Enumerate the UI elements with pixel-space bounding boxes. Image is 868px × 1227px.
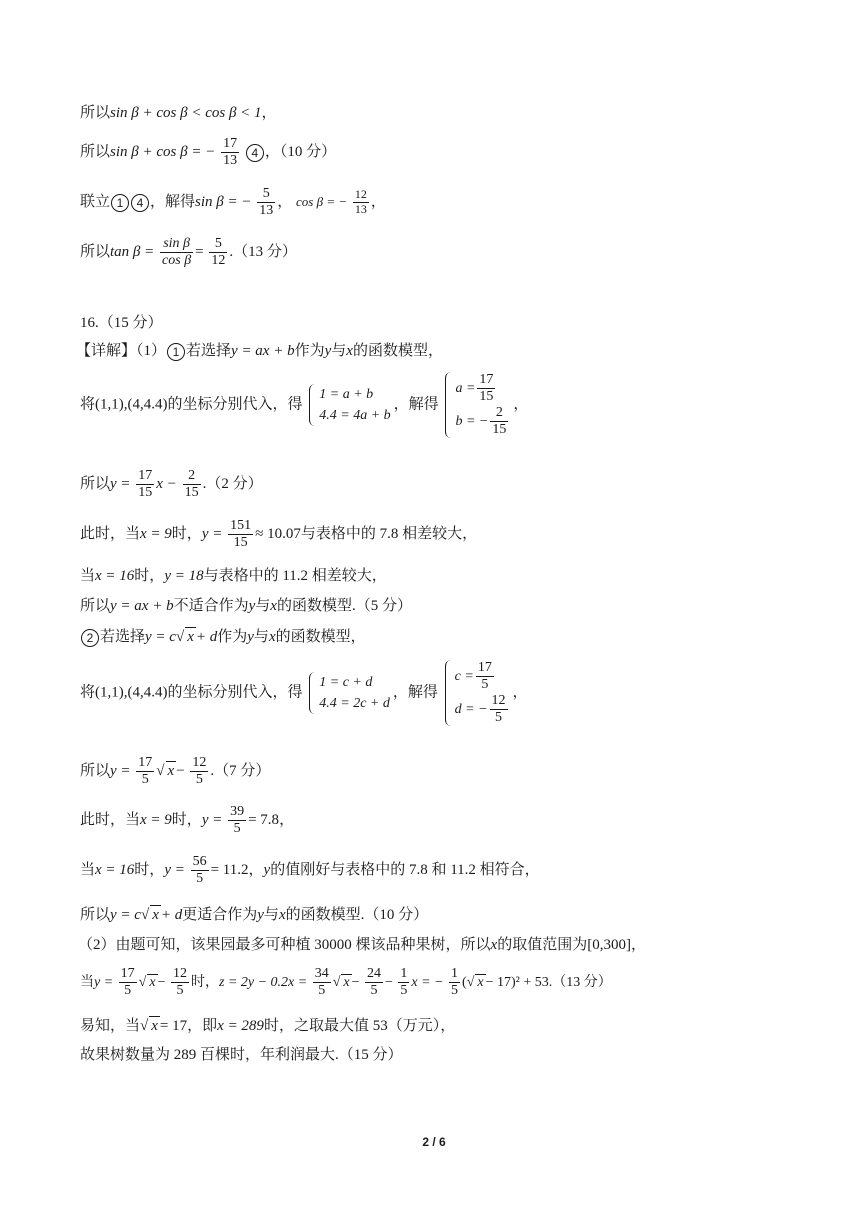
math: z = 2y − 0.2x = (218, 974, 308, 990)
solution-system (445, 372, 510, 438)
numerator: 12 (190, 755, 208, 772)
text: 的坐标分别代入，得 (167, 396, 303, 413)
denominator: 13 (223, 153, 238, 169)
sqrt: √ x (140, 1018, 158, 1034)
denominator: 5 (196, 871, 204, 887)
math: x = 16 (95, 568, 135, 584)
fraction (398, 966, 409, 999)
math: y = (164, 862, 185, 879)
line-9 (80, 518, 477, 551)
math: x (268, 629, 276, 645)
math: x = 16 (95, 862, 135, 879)
math: sin β + cos β < cos β < 1 (110, 105, 262, 121)
sqrt: √ x (156, 763, 175, 780)
text: ， (261, 105, 277, 121)
text: 当 (80, 974, 94, 990)
math: c = (454, 668, 474, 684)
text: 的坐标分别代入，得 (167, 684, 303, 701)
numerator: 24 (365, 966, 383, 983)
math: ( (462, 974, 467, 990)
math: = (195, 244, 204, 261)
denominator: 5 (370, 983, 378, 999)
denominator: 13 (259, 203, 274, 219)
fraction (313, 966, 331, 999)
text: 所以 (80, 763, 111, 780)
math: y (247, 629, 254, 645)
line-4 (80, 236, 297, 269)
numerator: 17 (476, 660, 494, 677)
text: 时， (171, 812, 202, 829)
text: 此时，当 (80, 812, 141, 829)
text: 联立 (80, 194, 111, 211)
line-13 (80, 660, 528, 726)
math: y = c (110, 907, 141, 923)
math: (1,1),(4,4.4) (95, 684, 168, 701)
math: [0,300] (587, 937, 631, 953)
text: ，解得 (150, 194, 196, 211)
denominator: 5 (318, 983, 326, 999)
math: x = 9 (140, 812, 172, 829)
math: b = − (455, 414, 489, 429)
text: 此时，当 (80, 526, 141, 543)
text: 将 (80, 396, 96, 413)
radicand: x (152, 907, 159, 923)
text: 不适合作为 (173, 598, 249, 614)
text: 时， (171, 526, 202, 543)
denominator: 5 (400, 983, 408, 999)
numerator: 2 (183, 468, 201, 485)
line-6 (76, 342, 443, 361)
math: y (257, 907, 264, 923)
text: ，即 (187, 1018, 218, 1034)
numerator: 56 (191, 854, 209, 871)
math: − (157, 974, 166, 990)
text: 作为 (294, 343, 325, 359)
fraction (160, 236, 193, 269)
math: (1,1),(4,4.4) (95, 396, 168, 413)
math: + d (195, 629, 218, 645)
text: 时， (190, 974, 219, 990)
sqrt: √ x (332, 974, 350, 990)
fraction (221, 136, 239, 169)
equation: 1 = a + b (319, 387, 374, 403)
numerator: 5 (257, 186, 275, 203)
math: = 17 (159, 1018, 188, 1034)
math: x (490, 937, 498, 953)
text: 时， (134, 862, 165, 879)
text: 更适合作为 (182, 907, 258, 923)
math: + d (160, 907, 183, 923)
numerator: 2 (490, 405, 508, 422)
math: − 17)² + 53 (485, 974, 549, 990)
text: 时， (134, 568, 165, 584)
math: tan β = (110, 244, 155, 261)
line-16 (80, 854, 540, 887)
text: ， (279, 812, 295, 829)
sqrt: √ x (140, 907, 159, 923)
denominator: 5 (141, 772, 149, 788)
math: y (248, 598, 256, 614)
math: x − (156, 476, 177, 493)
math: y = c (145, 629, 176, 645)
math: x (270, 598, 277, 614)
numerator: 34 (313, 966, 331, 983)
text: 所以 (80, 144, 111, 161)
line-2 (80, 136, 336, 169)
text: 与 (255, 598, 271, 614)
text: 的取值范围为 (497, 937, 588, 953)
text: ，解得 (393, 396, 439, 413)
radicand: x (167, 763, 175, 780)
numerator: 12 (354, 187, 367, 202)
math: cos β = − (296, 194, 348, 210)
line-12 (80, 627, 366, 647)
math: y = (110, 763, 131, 780)
sqrt: √ x (466, 974, 484, 990)
radicand: x (477, 974, 484, 990)
line-10 (80, 567, 387, 585)
sqrt: √ x (175, 629, 194, 645)
math: y = ax + b (110, 598, 174, 614)
text: 所以 (80, 105, 111, 121)
math: − (176, 763, 185, 780)
text: 所以 (80, 476, 111, 493)
equation: 4.4 = 2c + d (319, 696, 390, 712)
text: 【详解】（1） (76, 343, 167, 359)
fraction (136, 468, 154, 501)
text: 的函数模型， (352, 343, 443, 359)
math: y = (201, 812, 223, 829)
math: a = (455, 380, 476, 396)
equation: 1 = c + d (319, 675, 373, 691)
math: = 11.2 (210, 862, 249, 879)
radicand: x (343, 974, 350, 990)
text: ，解得 (392, 684, 438, 701)
text: ， (248, 862, 264, 879)
math: x (346, 343, 353, 359)
circled-number: 4 (131, 194, 149, 212)
brace (445, 372, 454, 438)
math: y = (201, 526, 223, 543)
line-15 (80, 804, 294, 837)
fraction (228, 518, 253, 551)
brace (309, 384, 318, 426)
text: 将 (80, 684, 96, 701)
fraction (119, 966, 137, 999)
fraction (228, 804, 246, 837)
text: （2）由题可知，该果园最多可种植 30000 棵该品种果树，所以 (78, 937, 491, 953)
sqrt: √ x (138, 974, 156, 990)
text: .（13 分） (229, 244, 297, 261)
line-21: 故果树数量为 289 百棵时，年利润最大.（15 分） (80, 1047, 403, 1063)
numerator: 12 (490, 693, 508, 710)
text: 与 (253, 629, 269, 645)
problem-heading: 16.（15 分） (80, 315, 163, 331)
text: 与 (263, 907, 279, 923)
math: ≈ 10.07 (255, 526, 301, 543)
math: x = 9 (140, 526, 172, 543)
math: y (324, 343, 332, 359)
text: ，（10 分） (264, 144, 337, 161)
text: 若选择 (100, 629, 146, 645)
fraction (353, 188, 369, 217)
line-20 (80, 1016, 455, 1035)
math: sin β = − (195, 194, 252, 211)
numerator: 1 (449, 966, 460, 983)
text: 的函数模型， (275, 629, 366, 645)
fraction (449, 966, 460, 999)
math: y = (110, 476, 131, 493)
circled-number: 2 (81, 629, 99, 647)
fraction (190, 755, 208, 788)
text: 与表格中的 11.2 相差较大， (203, 568, 387, 584)
line-1 (80, 104, 277, 122)
circled-number: 4 (246, 144, 264, 162)
numerator: 1 (398, 966, 409, 983)
line-7 (80, 372, 528, 438)
denominator: 15 (184, 485, 199, 501)
math: y = (94, 974, 114, 990)
fraction (365, 966, 383, 999)
brace (445, 660, 454, 726)
numerator: 151 (228, 518, 253, 535)
fraction (490, 405, 508, 438)
text: ， (512, 684, 528, 701)
text: .（2 分） (202, 476, 263, 493)
denominator: 5 (176, 983, 184, 999)
math: − (351, 974, 360, 990)
numerator: 5 (209, 236, 227, 253)
text: 的值刚好与表格中的 7.8 和 11.2 相符合， (270, 862, 540, 879)
text: ， (630, 937, 646, 953)
denominator: cos β (162, 253, 192, 269)
math: y = 18 (164, 568, 204, 584)
denominator: 5 (495, 710, 503, 726)
solution-system (445, 660, 510, 726)
text: 与表格中的 7.8 相差较大， (300, 526, 478, 543)
denominator: 5 (481, 677, 489, 693)
radicand: x (151, 1018, 158, 1034)
denominator: 5 (451, 983, 459, 999)
text: 当 (80, 568, 96, 584)
fraction (171, 966, 189, 999)
equation-system (309, 672, 390, 714)
math: x = 289 (217, 1018, 264, 1034)
text: 当 (80, 862, 96, 879)
radicand: x (149, 974, 156, 990)
text: 的函数模型.（5 分） (276, 598, 412, 614)
line-11 (80, 597, 412, 615)
denominator: 5 (233, 821, 241, 837)
text: .（7 分） (210, 763, 271, 780)
fraction (136, 755, 154, 788)
line-17 (80, 905, 428, 924)
line-19 (80, 966, 612, 999)
fraction (490, 693, 508, 726)
fraction (476, 660, 494, 693)
math: y = ax + b (231, 343, 295, 359)
denominator: 15 (138, 485, 153, 501)
text: 所以 (80, 598, 111, 614)
denominator: 15 (233, 535, 248, 551)
text: ， (277, 194, 293, 211)
math: = 7.8 (248, 812, 280, 829)
text: 的函数模型.（10 分） (285, 907, 429, 923)
text: 若选择 (186, 343, 232, 359)
denominator: 5 (195, 772, 203, 788)
fraction (183, 468, 201, 501)
fraction (209, 236, 227, 269)
denominator: 5 (124, 983, 132, 999)
denominator: 13 (354, 202, 367, 217)
line-14 (80, 755, 270, 788)
numerator: 17 (119, 966, 137, 983)
text: 所以 (80, 907, 111, 923)
line-3 (80, 186, 386, 219)
numerator: 17 (221, 136, 239, 153)
text: ， (513, 396, 529, 413)
math: d = − (454, 702, 488, 717)
line-8 (80, 468, 263, 501)
math: sin β + cos β = − (110, 144, 216, 161)
text: 与 (331, 343, 347, 359)
brace (309, 672, 318, 714)
text: ， (370, 194, 386, 211)
radicand: x (187, 629, 194, 645)
math: − (385, 974, 393, 990)
text: .（13 分） (548, 974, 612, 990)
denominator: 15 (479, 389, 494, 405)
circled-number: 1 (167, 343, 185, 361)
circled-number: 1 (111, 194, 129, 212)
numerator: 12 (171, 966, 189, 983)
numerator: 39 (228, 804, 246, 821)
math: x (278, 907, 286, 923)
fraction (477, 372, 495, 405)
numerator: sin β (160, 236, 193, 253)
equation: 4.4 = 4a + b (319, 408, 391, 424)
line-18 (78, 936, 646, 954)
denominator: 12 (211, 253, 226, 269)
text: 所以 (80, 244, 111, 261)
denominator: 15 (492, 422, 507, 438)
fraction (191, 854, 209, 887)
numerator: 17 (136, 468, 154, 485)
math: x = − (411, 974, 444, 990)
numerator: 17 (136, 755, 154, 772)
math: y (263, 862, 271, 879)
fraction (257, 186, 275, 219)
numerator: 17 (477, 372, 495, 389)
page-number: 2 / 6 (422, 1135, 446, 1149)
text: 易知，当 (80, 1018, 141, 1034)
equation-system (309, 384, 390, 426)
text: 作为 (217, 629, 248, 645)
text: 时，之取最大值 53（万元）， (263, 1018, 456, 1034)
